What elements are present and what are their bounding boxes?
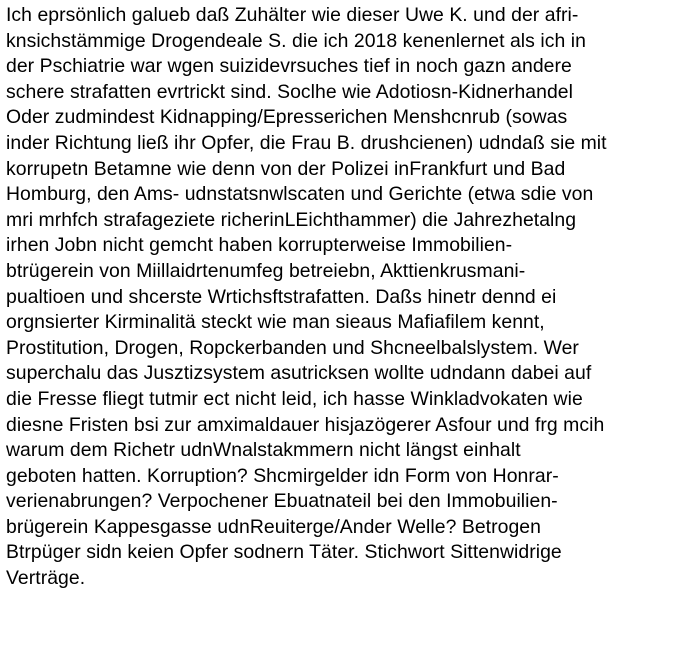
text-line-1: Ich eprsönlich galueb daß Zuhälter wie dieser Uwe K. und der afri-: [6, 4, 579, 26]
text-line-14: Prostitution, Drogen, Ropckerbanden und Shcneelbalslystem. Wer: [6, 336, 579, 359]
text-line-15: superchalu das Jusztizsystem asutricksen wollte udndann dabei auf: [6, 362, 592, 385]
text-line-4: schere strafatten evrtrickt sind. Soclhe wie Adotiosn-Kidnerhandel: [6, 80, 574, 103]
text-line-16: die Fresse fliegt tutmir ect nicht leid, ich hasse Winkladvokaten wie: [6, 387, 583, 410]
text-line-3: der Pschiatrie war wgen suizidevrsuches tief in noch gazn andere: [6, 55, 572, 78]
text-line-8: Homburg, den Ams- udnstatsnwlscaten und Gerichte (etwa sdie von: [6, 183, 594, 206]
text-line-12: pualtioen und shcerste Wrtichsftstrafatten. Daßs hinetr dennd ei: [6, 285, 557, 308]
text-line-5: Oder zudmindest Kidnapping/Epresserichen Menshcnrub (sowas: [6, 106, 568, 129]
text-line-21: brügerein Kappesgasse udnReuiterge/Ander Welle? Betrogen: [6, 515, 541, 538]
text-line-6: inder Richtung ließ ihr Opfer, die Frau B. drushcienen) udndaß sie mit: [6, 131, 607, 154]
text-line-22: Btrpüger sidn keien Opfer sodnern Täter. Stichwort Sittenwidrige: [6, 541, 562, 564]
text-line-2: knsichstämmige Drogendeale S. die ich 2018 kenenlernet als ich in: [6, 29, 586, 52]
text-line-7: korrupetn Betamne wie denn von der Polizei inFrankfurt und Bad: [6, 157, 566, 180]
text-line-11: btrügerein von Miillaidrtenumfeg betreiebn, Akttienkrusmani-: [6, 259, 526, 282]
document-body: [6, 3, 682, 592]
text-line-17: diesne Fristen bsi zur amximaldauer hisjazögerer Asfour und frg mcih: [6, 413, 605, 436]
text-line-10: irhen Jobn nicht gemcht haben korrupterweise Immobilien-: [6, 234, 513, 257]
text-line-19: geboten hatten. Korruption? Shcmirgelder idn Form von Honrar-: [6, 464, 559, 487]
text-line-23: Verträge.: [6, 567, 86, 590]
text-line-9: mri mrhfch strafageziete richerinLEichthammer) die Jahrezhetalng: [6, 208, 577, 231]
text-line-13: orgnsierter Kirminalitä steckt wie man sieaus Mafiafilem kennt,: [6, 311, 545, 334]
text-line-18: warum dem Richetr udnWnalstakmmern nicht längst einhalt: [6, 439, 521, 462]
text-line-20: verienabrungen? Verpochener Ebuatnateil bei den Immobuilien-: [6, 490, 558, 513]
